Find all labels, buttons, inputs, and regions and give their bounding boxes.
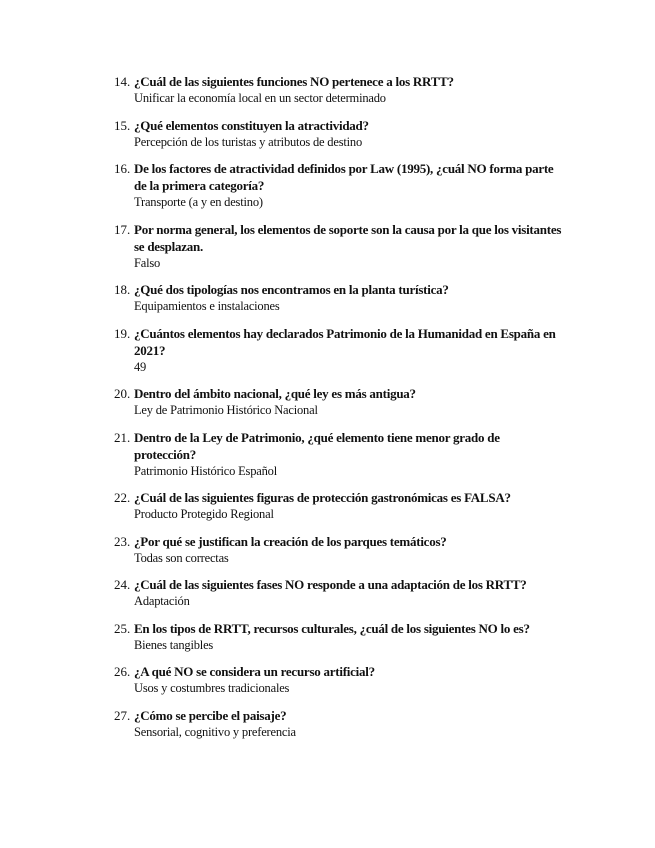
question-text: ¿Cuál de las siguientes funciones NO pertenece a los RRTT? [134, 74, 454, 89]
answer-text: Producto Protegido Regional [134, 507, 274, 521]
question-text: ¿Cuántos elementos hay declarados Patrimonio de la Humanidad en España en 2021? [134, 325, 556, 358]
question-list [0, 73, 655, 750]
answer-text: Unificar la economía local en un sector determinado [134, 91, 386, 105]
answer-text: Equipamientos e instalaciones [134, 299, 280, 313]
question-text: ¿Cómo se percibe el paisaje? [134, 707, 287, 723]
question-text: De los factores de atractividad definidos por Law (1995), ¿cuál NO forma parte de la primera categoría? [134, 161, 554, 193]
question-text: Dentro del ámbito nacional, ¿qué ley es más antigua? [134, 386, 416, 401]
question-text: ¿A qué NO se considera un recurso artificial? [134, 664, 375, 679]
question-item-17 [0, 221, 564, 272]
question-number: 24. [114, 577, 131, 592]
question-item-24 [0, 576, 564, 610]
answer-text: Todas son correctas [134, 550, 229, 565]
question-number: 22. [114, 490, 131, 505]
question-number: 27. [114, 707, 131, 723]
answer-text: Sensorial, cognitivo y preferencia [134, 724, 296, 739]
question-text: ¿Por qué se justifican la creación de los parques temáticos? [134, 533, 447, 549]
question-number: 17. [114, 221, 131, 237]
answer-text: Falso [134, 255, 161, 270]
answer-text: Percepción de los turistas y atributos de destino [134, 134, 362, 149]
answer-text: Usos y costumbres tradicionales [134, 681, 290, 695]
answer-text: Bienes tangibles [134, 637, 214, 652]
answer-text: Transporte (a y en destino) [134, 195, 263, 209]
question-item-14 [0, 73, 564, 107]
answer-text: Patrimonio Histórico Español [134, 463, 277, 478]
question-item-21 [0, 429, 564, 480]
question-text: Dentro de la Ley de Patrimonio, ¿qué elemento tiene menor grado de protección? [134, 429, 500, 462]
question-item-22 [0, 489, 564, 523]
question-text: ¿Cuál de las siguientes figuras de protección gastronómicas es FALSA? [134, 490, 511, 505]
question-text: ¿Cuál de las siguientes fases NO responde a una adaptación de los RRTT? [134, 577, 527, 592]
question-number: 15. [114, 117, 131, 133]
question-number: 16. [114, 161, 131, 176]
question-number: 23. [114, 533, 131, 549]
question-item-16 [0, 160, 564, 211]
question-number: 20. [114, 386, 131, 401]
question-number: 26. [114, 664, 131, 679]
question-text: ¿Qué elementos constituyen la atractividad? [134, 117, 369, 133]
question-text: Por norma general, los elementos de soporte son la causa por la que los visitantes se desplazan. [134, 221, 562, 254]
question-number: 14. [114, 74, 131, 89]
question-item-23 [0, 533, 564, 567]
question-item-15 [0, 117, 564, 151]
question-number: 25. [114, 620, 131, 636]
question-text: En los tipos de RRTT, recursos culturales, ¿cuál de los siguientes NO lo es? [134, 620, 530, 636]
question-text: ¿Qué dos tipologías nos encontramos en la planta turística? [134, 282, 449, 297]
question-item-26 [0, 663, 564, 697]
question-number: 18. [114, 282, 131, 297]
question-item-27 [0, 707, 564, 741]
answer-text: Adaptación [134, 594, 190, 608]
question-number: 21. [114, 429, 131, 445]
question-item-19 [0, 325, 564, 376]
answer-text: 49 [134, 359, 147, 374]
answer-text: Ley de Patrimonio Histórico Nacional [134, 403, 318, 417]
question-item-18 [0, 281, 564, 315]
question-number: 19. [114, 325, 131, 341]
question-item-20 [0, 385, 564, 419]
question-item-25 [0, 620, 564, 654]
